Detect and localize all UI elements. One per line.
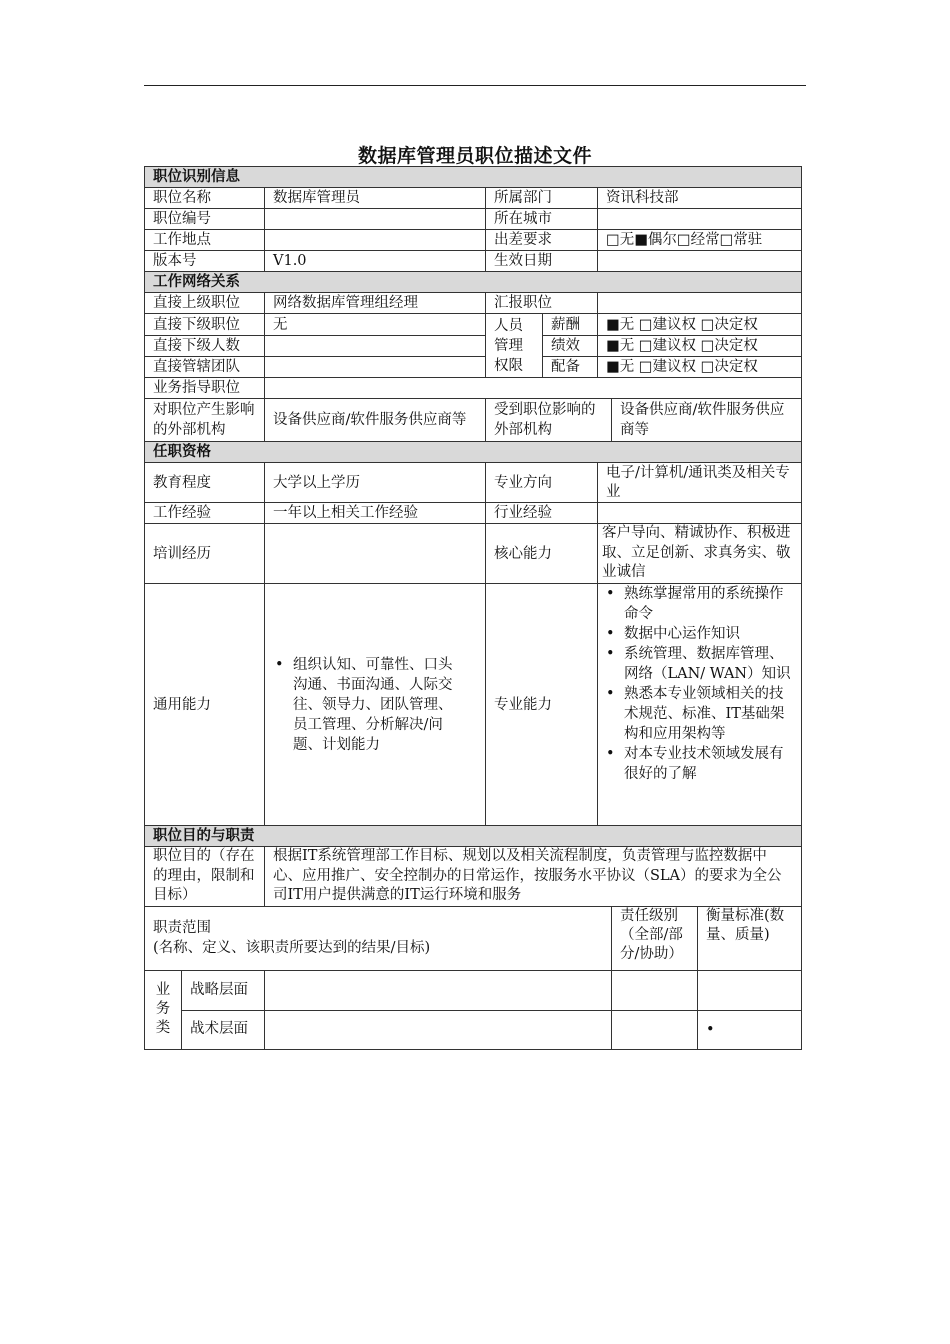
value-major: 电子/计算机/通讯类及相关专业 [598,463,802,503]
value-job-name: 数据库管理员 [265,188,486,209]
value-department: 资讯科技部 [598,188,802,209]
label-major: 专业方向 [486,463,598,503]
label-impact-orgs: 对职位产生影响的外部机构 [145,399,265,442]
value-travel: □无■偶尔□经常□常驻 [598,230,802,251]
value-location [265,230,486,251]
label-measure: 衡量标准(数量、质量) [698,906,802,970]
competency-item: • 熟悉本专业领域相关的技术规范、标准、IT基础架构和应用架构等 [624,684,797,744]
label-sub-count: 直接下级人数 [145,336,265,357]
value-experience: 一年以上相关工作经验 [265,503,486,524]
label-education: 教育程度 [145,463,265,503]
label-guidance: 业务指导职位 [145,378,265,399]
competency-item: • 系统管理、数据库管理、网络（LAN/ WAN）知识 [624,644,797,684]
document-title: 数据库管理员职位描述文件 [357,145,592,167]
job-description-table [144,166,802,1050]
label-industry: 行业经验 [486,503,598,524]
value-education: 大学以上学历 [265,463,486,503]
label-superior: 直接上级职位 [145,293,265,314]
value-tactical-measure: • [698,1010,802,1049]
label-scope-sub: (名称、定义、该职责所要达到的结果/目标) [153,940,431,956]
label-experience: 工作经验 [145,503,265,524]
label-strategic: 战略层面 [182,970,265,1010]
section-identity: 职位识别信息 [145,167,802,188]
competency-item: • 组织认知、可靠性、口头沟通、书面沟通、人际交往、领导力、团队管理、员工管理、分析解决/问题、计划能力 [293,655,463,755]
label-tactical: 战术层面 [182,1010,265,1049]
competency-item: • 数据中心运作知识 [624,624,797,644]
value-job-purpose: 根据IT系统管理部工作目标、规划以及相关流程制度，负责管理与监控数据中心、应用推广、安全控制办的日常运作，按服务水平协议（SLA）的要求为全公司IT用户提供满意的IT运行环境和服务 [265,847,802,907]
label-performance: 绩效 [543,336,598,357]
value-sub-count [265,336,486,357]
label-report-position: 汇报职位 [486,293,598,314]
pro-competency-cell [598,584,802,826]
value-performance: ■无 □建议权 □决定权 [598,336,802,357]
label-job-purpose: 职位目的（存在的理由，限制和目标） [145,847,265,907]
label-location: 工作地点 [145,230,265,251]
value-strategic-duties [265,970,612,1010]
label-salary: 薪酬 [543,314,598,336]
label-business-category: 业务类 [145,970,182,1049]
label-staffing: 配备 [543,357,598,378]
section-network: 工作网络关系 [145,272,802,293]
label-responsibility-level: 责任级别（全部/部分/协助） [612,906,698,970]
value-report-position [598,293,802,314]
value-team [265,357,486,378]
section-purpose: 职位目的与职责 [145,826,802,847]
competency-item: • 熟练掌握常用的系统操作命令 [624,584,797,624]
label-subordinate: 直接下级职位 [145,314,265,336]
value-tactical-duties [265,1010,612,1049]
value-guidance [265,378,802,399]
label-job-name: 职位名称 [145,188,265,209]
label-core-competency: 核心能力 [486,524,598,584]
value-strategic-level [612,970,698,1010]
value-industry [598,503,802,524]
value-version: V1.0 [265,251,486,272]
value-job-code [265,209,486,230]
label-scope: 职责范围 [153,920,211,936]
label-department: 所属部门 [486,188,598,209]
label-affected-orgs: 受到职位影响的外部机构 [486,399,612,442]
general-competency-list [273,655,463,755]
general-competency-cell [265,584,486,826]
header-rule [144,85,806,86]
label-team: 直接管辖团队 [145,357,265,378]
value-tactical-level [612,1010,698,1049]
label-general-competency: 通用能力 [145,584,265,826]
pro-competency-list [604,584,797,784]
value-impact-orgs: 设备供应商/软件服务供应商等 [265,399,486,442]
label-job-code: 职位编号 [145,209,265,230]
section-qualifications: 任职资格 [145,442,802,463]
label-city: 所在城市 [486,209,598,230]
label-version: 版本号 [145,251,265,272]
value-effective-date [598,251,802,272]
value-city [598,209,802,230]
value-strategic-measure [698,970,802,1010]
value-affected-orgs: 设备供应商/软件服务供应商等 [612,399,802,442]
competency-item: • 对本专业技术领域发展有很好的了解 [624,744,797,784]
value-superior: 网络数据库管理组经理 [265,293,486,314]
value-salary: ■无 □建议权 □决定权 [598,314,802,336]
label-travel: 出差要求 [486,230,598,251]
value-subordinate: 无 [265,314,486,336]
label-training: 培训经历 [145,524,265,584]
scope-header-cell [145,906,612,970]
label-pro-competency: 专业能力 [486,584,598,826]
value-training [265,524,486,584]
label-authority: 人员管理权限 [486,314,543,378]
value-staffing: ■无 □建议权 □决定权 [598,357,802,378]
label-effective-date: 生效日期 [486,251,598,272]
value-core-competency: 客户导向、精诚协作、积极进取、立足创新、求真务实、敬业诚信 [598,524,802,584]
